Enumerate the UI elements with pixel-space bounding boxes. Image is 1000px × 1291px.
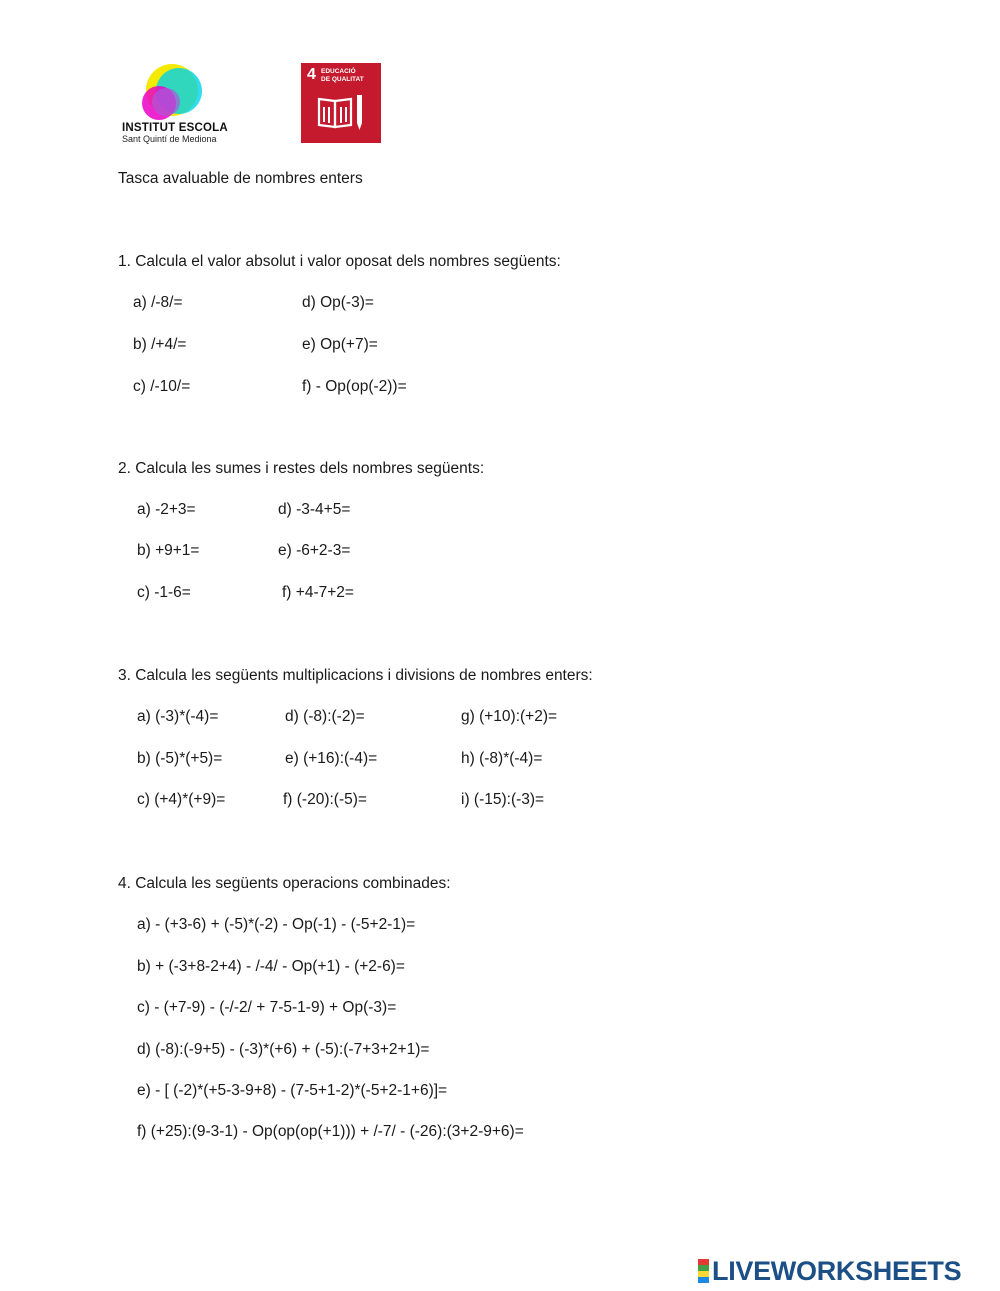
q4-item-c: c) - (+7-9) - (-/-2/ + 7-5-1-9) + Op(-3)= bbox=[137, 999, 397, 1016]
sdg-label-line2: DE QUALITAT bbox=[321, 76, 364, 83]
q2-item-e: e) -6+2-3= bbox=[278, 542, 351, 559]
q2-item-d: d) -3-4+5= bbox=[278, 501, 351, 518]
q1-item-b: b) /+4/= bbox=[133, 336, 187, 353]
school-logo bbox=[118, 60, 238, 146]
sdg-number: 4 bbox=[307, 66, 316, 83]
book-pencil-icon bbox=[317, 93, 367, 133]
q3-item-g: g) (+10):(+2)= bbox=[461, 708, 558, 725]
liveworksheets-tiles-icon bbox=[698, 1259, 709, 1283]
q1-item-e: e) Op(+7)= bbox=[302, 336, 378, 353]
logo-circle-purple bbox=[152, 88, 180, 116]
question-4-heading: 4. Calcula les següents operacions combinades: bbox=[118, 875, 451, 892]
q3-item-i: i) (-15):(-3)= bbox=[461, 791, 545, 808]
q3-item-e: e) (+16):(-4)= bbox=[285, 750, 378, 767]
sdg-label-line1: EDUCACIÓ bbox=[321, 68, 356, 75]
worksheet-title: Tasca avaluable de nombres enters bbox=[118, 170, 363, 187]
q1-item-d: d) Op(-3)= bbox=[302, 294, 374, 311]
question-1-heading: 1. Calcula el valor absolut i valor oposat dels nombres següents: bbox=[118, 253, 561, 270]
q1-item-c: c) /-10/= bbox=[133, 378, 191, 395]
q2-item-c: c) -1-6= bbox=[137, 584, 191, 601]
question-2-heading: 2. Calcula les sumes i restes dels nombres següents: bbox=[118, 460, 485, 477]
q3-item-d: d) (-8):(-2)= bbox=[285, 708, 365, 725]
q4-item-f: f) (+25):(9-3-1) - Op(op(op(+1))) + /-7/ - (-26):(3+2-9+6)= bbox=[137, 1123, 524, 1140]
q4-item-e: e) - [ (-2)*(+5-3-9+8) - (7-5+1-2)*(-5+2-1+6)]= bbox=[137, 1082, 448, 1099]
q2-item-a: a) -2+3= bbox=[137, 501, 196, 518]
school-name: INSTITUT ESCOLA bbox=[122, 122, 228, 134]
q3-item-c: c) (+4)*(+9)= bbox=[137, 791, 226, 808]
sdg-4-logo bbox=[301, 63, 381, 143]
tile-e bbox=[698, 1277, 709, 1283]
q3-item-f: f) (-20):(-5)= bbox=[283, 791, 367, 808]
q4-item-d: d) (-8):(-9+5) - (-3)*(+6) + (-5):(-7+3+2+1)= bbox=[137, 1041, 430, 1058]
q4-item-b: b) + (-3+8-2+4) - /-4/ - Op(+1) - (+2-6)= bbox=[137, 958, 405, 975]
liveworksheets-wordmark: LIVEWORKSHEETS bbox=[712, 1255, 962, 1286]
q1-item-a: a) /-8/= bbox=[133, 294, 183, 311]
sdg-label bbox=[321, 68, 364, 84]
q2-item-f: f) +4-7+2= bbox=[282, 584, 354, 601]
q4-item-a: a) - (+3-6) + (-5)*(-2) - Op(-1) - (-5+2-1)= bbox=[137, 916, 416, 933]
question-3-heading: 3. Calcula les següents multiplicacions i divisions de nombres enters: bbox=[118, 667, 593, 684]
q2-item-b: b) +9+1= bbox=[137, 542, 200, 559]
school-place: Sant Quintí de Mediona bbox=[122, 134, 217, 144]
q3-item-b: b) (-5)*(+5)= bbox=[137, 750, 223, 767]
q1-item-f: f) - Op(op(-2))= bbox=[302, 378, 407, 395]
liveworksheets-logo bbox=[698, 1256, 961, 1286]
q3-item-a: a) (-3)*(-4)= bbox=[137, 708, 219, 725]
q3-item-h: h) (-8)*(-4)= bbox=[461, 750, 543, 767]
